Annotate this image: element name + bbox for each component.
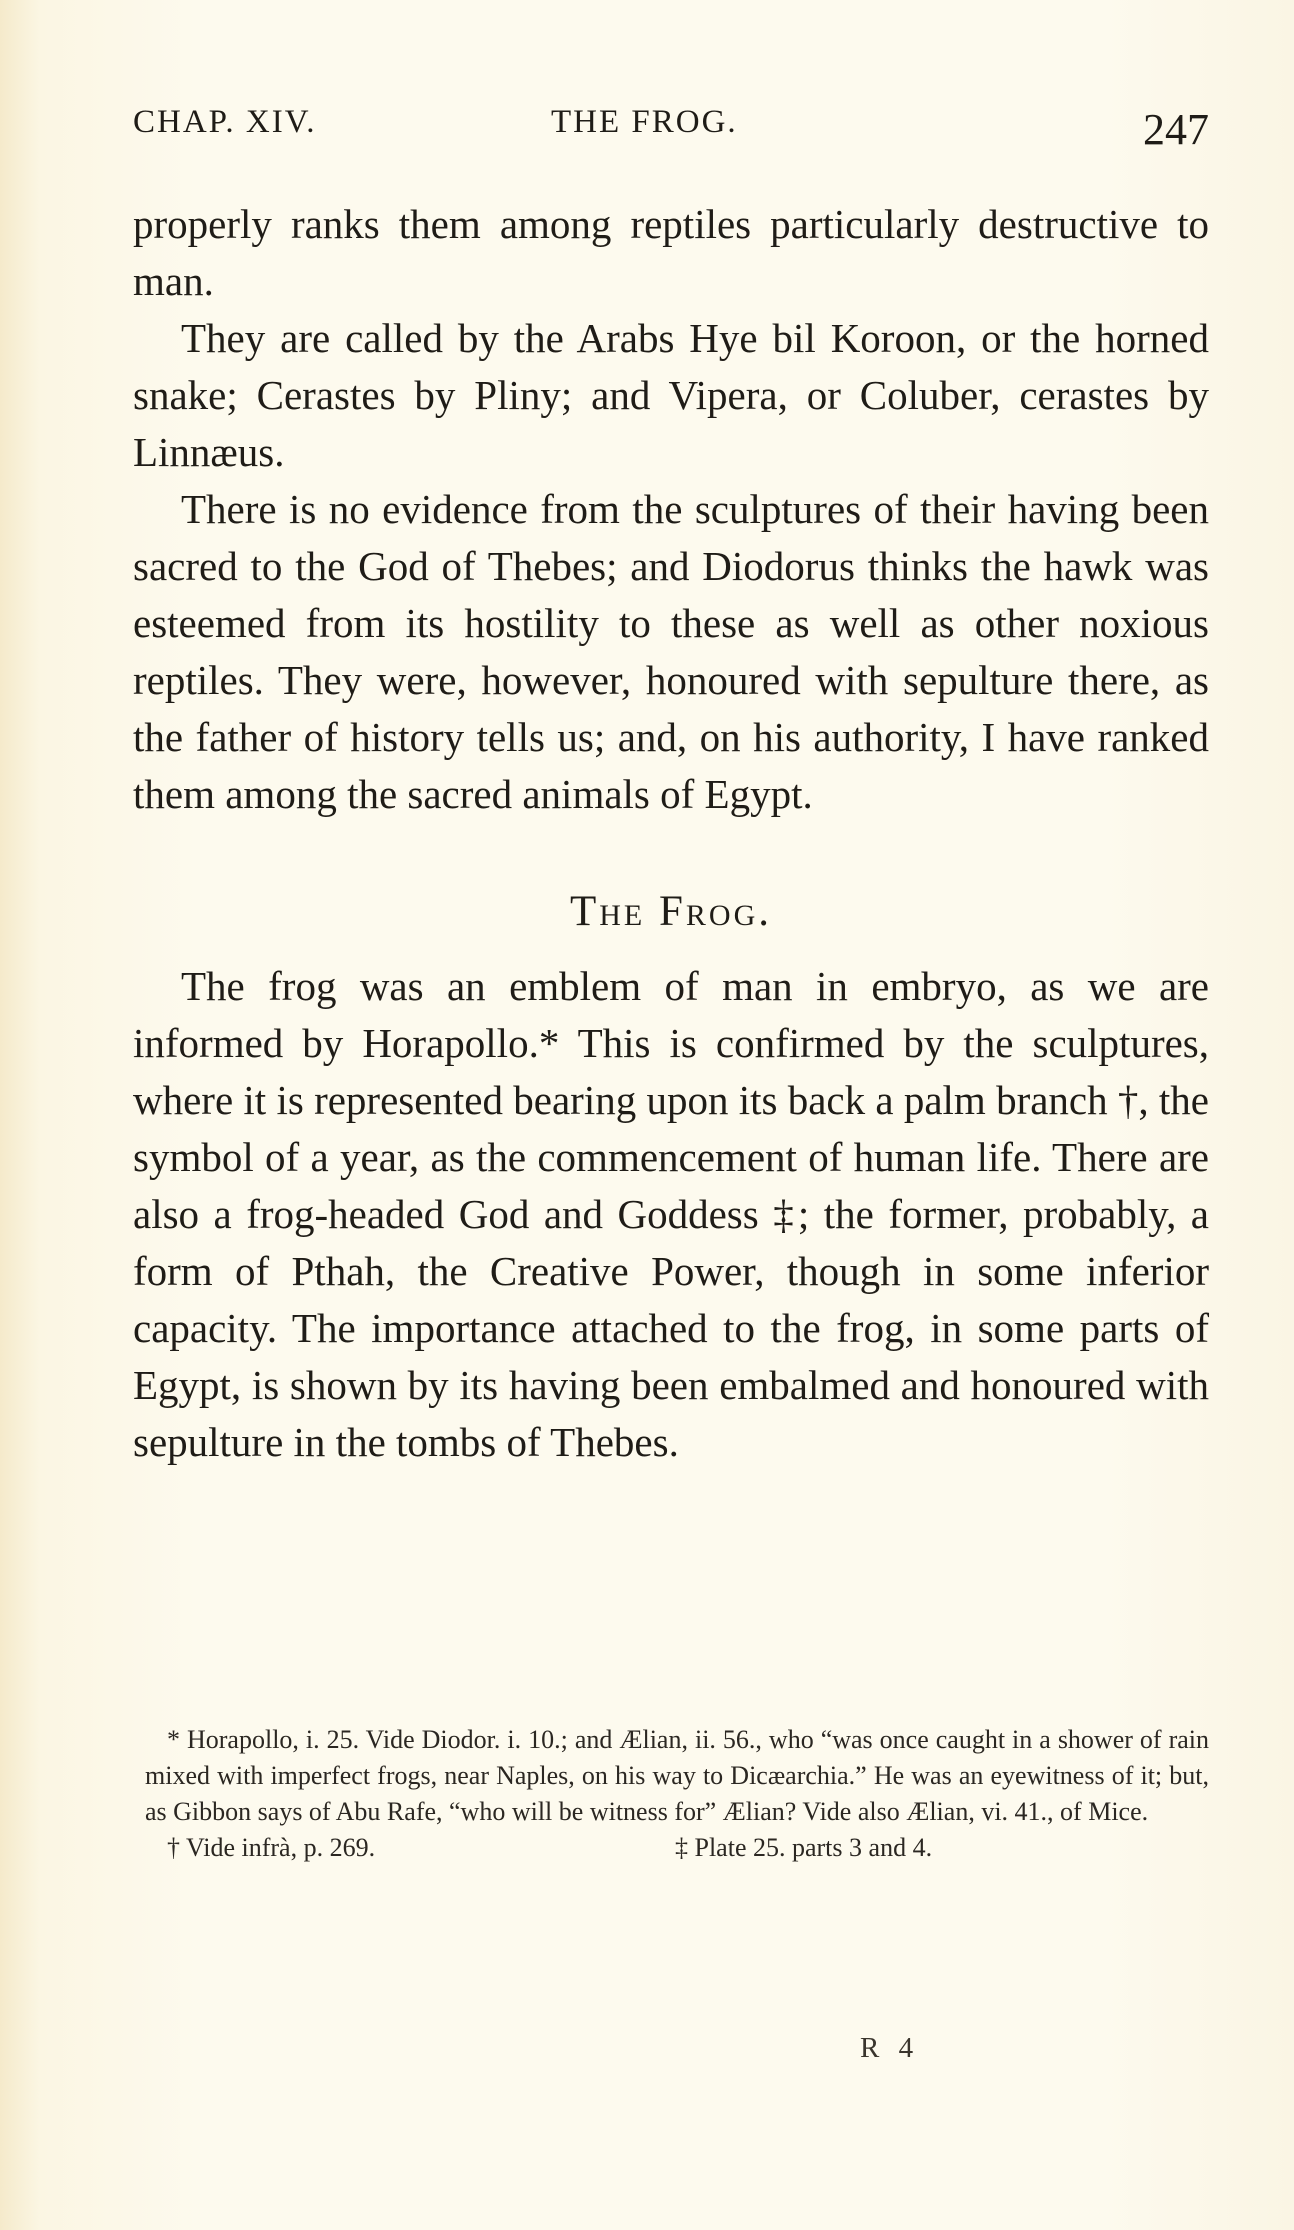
paragraph-horned-snake: They are called by the Arabs Hye bil Koroon, or the horned snake; Cerastes by Pliny; and Vipera, or Coluber, cerastes by Linnæus. (133, 315, 1209, 475)
signature-mark: R 4 (860, 2032, 920, 2064)
running-title: THE FROG. (551, 104, 738, 140)
footnote-double-dagger: ‡ Plate 25. parts 3 and 4. (675, 1833, 933, 1862)
section-heading: The Frog. (569, 888, 772, 935)
paragraph-frog: The frog was an emblem of man in embryo, as we are informed by Horapollo.* This is confirmed by the sculptures, where it is represented bearing upon its back a palm branch †, the symbol of a year, as the commencement of human life. There are also a frog-headed God and Goddess ‡; the former, probably, a form of Pthah, the Creative Power, though in some inferior capacity. The importance attached to the frog, in some parts of Egypt, is shown by its having been embalmed and honoured with sepulture in the tombs of Thebes. (133, 963, 1209, 1465)
footnotes (145, 1722, 1209, 1870)
footnote-dagger: † Vide infrà, p. 269. (167, 1833, 376, 1862)
page-number: 247 (1143, 105, 1209, 154)
running-header (133, 104, 1209, 164)
paragraph-sculptures: There is no evidence from the sculptures of their having been sacred to the God of Thebes; and Diodorus thinks the hawk was esteemed from its hostility to these as well as other noxious reptiles. They were, however, honoured with sepulture there, as the father of history tells us; and, on his authority, I have ranked them among the sacred animals of Egypt. (133, 486, 1209, 817)
footnote-star: * Horapollo, i. 25. Vide Diodor. i. 10.; and Ælian, ii. 56., who “was once caught in a shower of rain mixed with imperfect frogs, near Naples, on his way to Dicæarchia.” He was an eyewitness of it; but, as Gibbon says of Abu Rafe, “who will be witness for” Ælian? Vide also Ælian, vi. 41., of Mice. (145, 1725, 1209, 1826)
paragraph-continuation: properly ranks them among reptiles particularly destructive to man. (133, 201, 1209, 304)
footnote-row (145, 1830, 1209, 1870)
main-text (133, 196, 1209, 1471)
chapter-label: CHAP. XIV. (133, 104, 317, 140)
